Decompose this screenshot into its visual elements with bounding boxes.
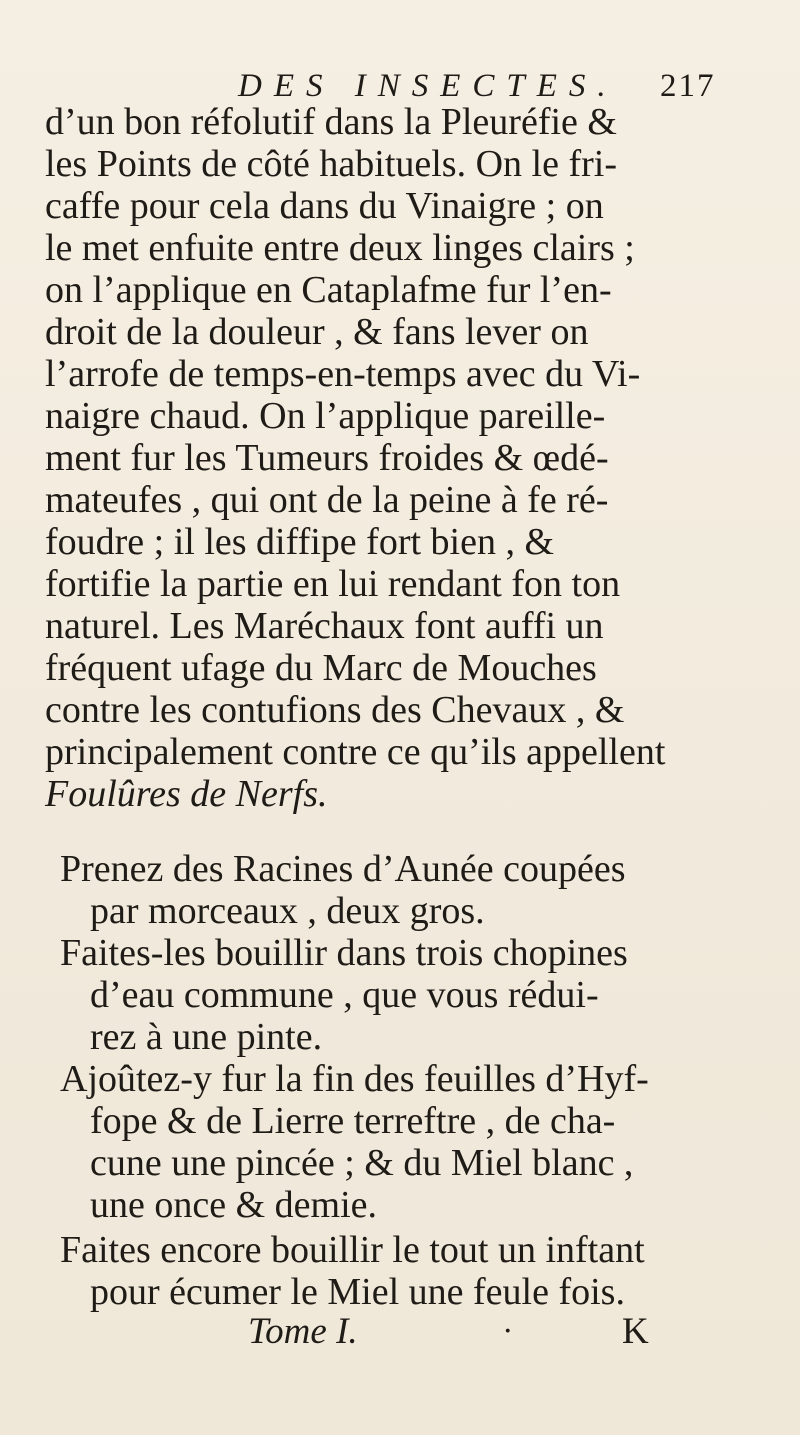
text-line: l’arrofe de temps-en-temps avec du Vi- bbox=[45, 353, 641, 395]
running-title: DES INSECTES. bbox=[238, 68, 618, 104]
recipe-line: par morceaux , deux gros. bbox=[90, 890, 485, 932]
text-line: le met enfuite entre deux linges clairs ; bbox=[45, 227, 635, 269]
page-number: 217 bbox=[660, 68, 716, 104]
text-line: naigre chaud. On l’applique pareille- bbox=[45, 395, 606, 437]
signature-mark: K bbox=[622, 1311, 649, 1352]
volume-label: Tome I. bbox=[248, 1311, 358, 1352]
text-line-italic: Foulûres de Nerfs. bbox=[45, 773, 328, 815]
recipe-line: Ajoûtez-y fur la fin des feuilles d’Hyf- bbox=[60, 1058, 649, 1100]
recipe-line: Faites-les bouillir dans trois chopines bbox=[60, 932, 628, 974]
text-line: fréquent ufage du Marc de Mouches bbox=[45, 647, 597, 689]
text-line: d’un bon réfolutif dans la Pleuréfie & bbox=[45, 101, 617, 143]
text-line: foudre ; il les diffipe fort bien , & bbox=[45, 521, 555, 563]
recipe-line: une once & demie. bbox=[90, 1184, 378, 1226]
text-line: on l’applique en Cataplafme fur l’en- bbox=[45, 269, 612, 311]
recipe-line: cune une pincée ; & du Miel blanc , bbox=[90, 1142, 634, 1184]
footer-dot: · bbox=[503, 1314, 513, 1349]
recipe-line: rez à une pinte. bbox=[90, 1016, 323, 1058]
text-line: contre les contufions des Chevaux , & bbox=[45, 689, 625, 731]
recipe-line: Prenez des Racines d’Aunée coupées bbox=[60, 848, 626, 890]
text-line: mateufes , qui ont de la peine à fe ré- bbox=[45, 479, 609, 521]
recipe-line: fope & de Lierre terreftre , de cha- bbox=[90, 1100, 616, 1142]
text-line: droit de la douleur , & fans lever on bbox=[45, 311, 589, 353]
text-line: naturel. Les Maréchaux font auffi un bbox=[45, 605, 604, 647]
text-line: ment fur les Tumeurs froides & œdé- bbox=[45, 437, 609, 479]
text-line: principalement contre ce qu’ils appellent bbox=[45, 731, 666, 773]
recipe-line: d’eau commune , que vous rédui- bbox=[90, 974, 599, 1016]
text-line: les Points de côté habituels. On le fri- bbox=[45, 143, 617, 185]
recipe-line: pour écumer le Miel une feule fois. bbox=[90, 1271, 625, 1313]
text-line: caffe pour cela dans du Vinaigre ; on bbox=[45, 185, 604, 227]
recipe-line: Faites encore bouillir le tout un inftant bbox=[60, 1229, 645, 1271]
text-line: fortifie la partie en lui rendant fon ton bbox=[45, 563, 621, 605]
